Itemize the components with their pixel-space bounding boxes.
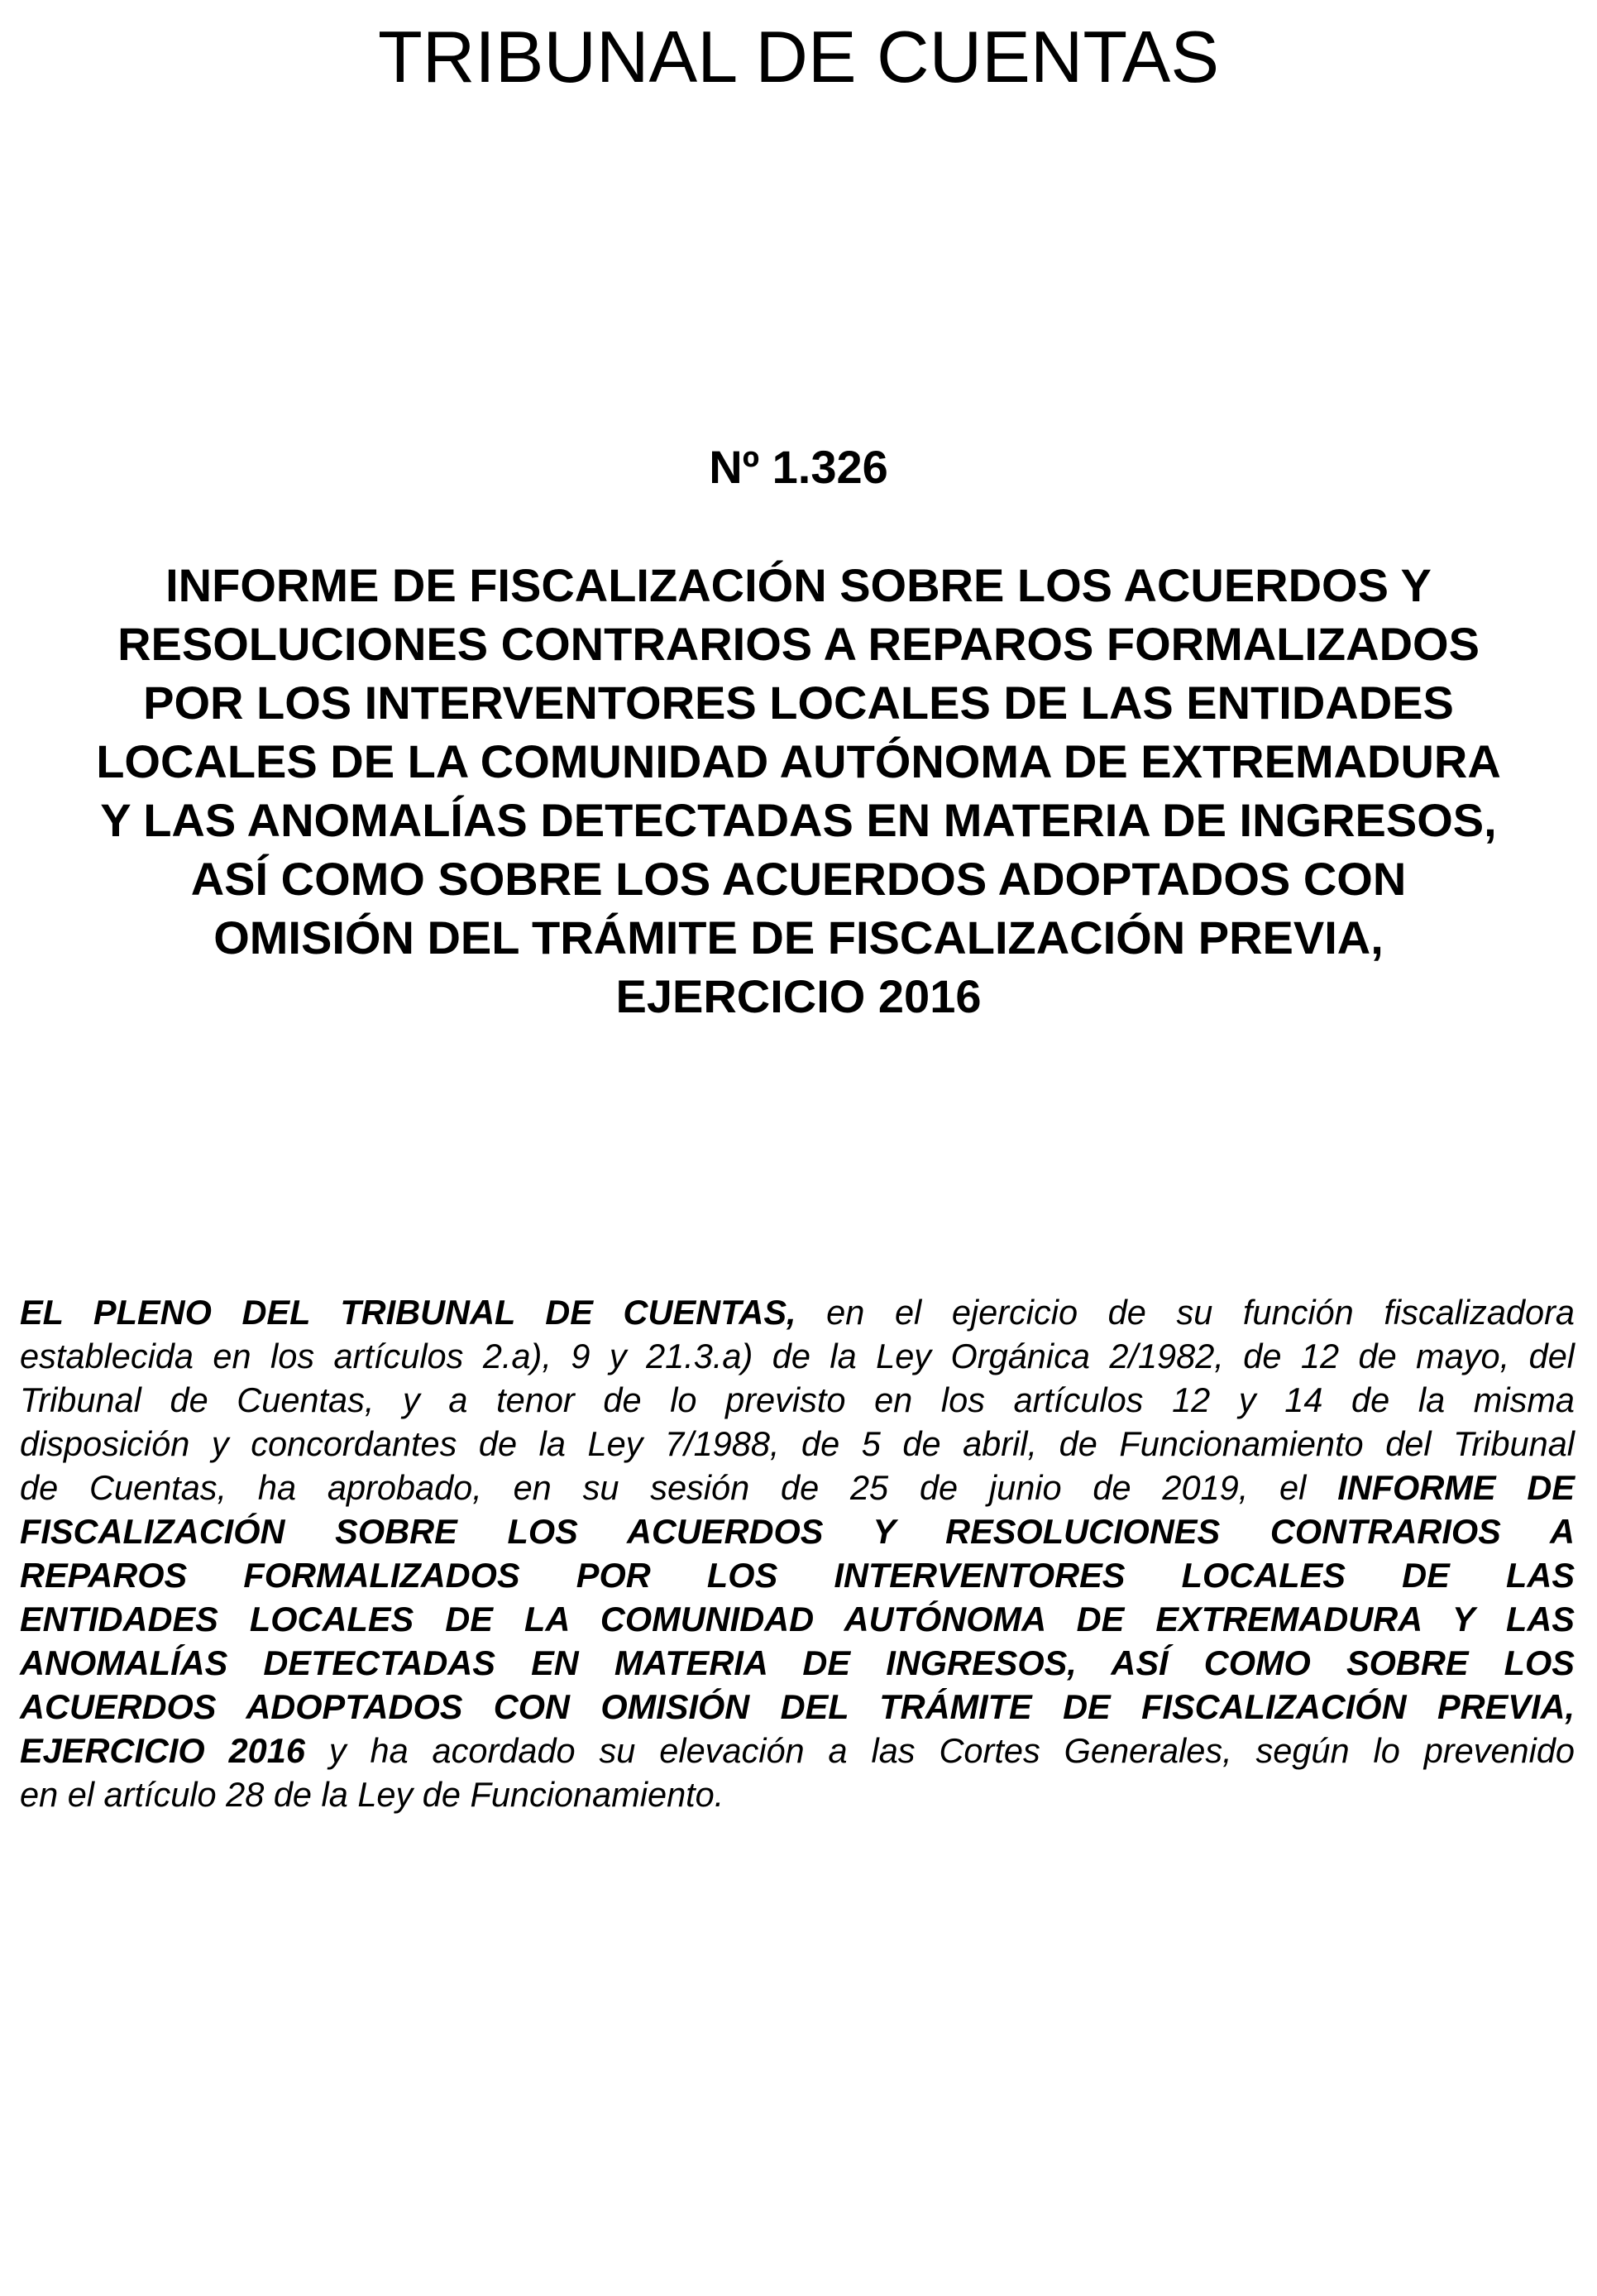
report-title-line: POR LOS INTERVENTORES LOCALES DE LAS ENTIDADES bbox=[143, 677, 1454, 729]
report-number: Nº 1.326 bbox=[709, 441, 888, 493]
plenary-name: EL PLENO DEL TRIBUNAL DE CUENTAS, bbox=[20, 1293, 796, 1332]
resolution-line: EJERCICIO 2016 y ha acordado su elevación a las Cortes Generales, según lo prevenido bbox=[20, 1731, 1575, 1770]
report-title-line: LOCALES DE LA COMUNIDAD AUTÓNOMA DE EXTREMADURA bbox=[96, 735, 1501, 787]
resolution-line: de Cuentas, ha aprobado, en su sesión de 25 de junio de 2019, el INFORME DE bbox=[20, 1468, 1575, 1507]
resolution-line: ENTIDADES LOCALES DE LA COMUNIDAD AUTÓNOMA DE EXTREMADURA Y LAS bbox=[20, 1600, 1575, 1638]
resolution-line: en el artículo 28 de la Ley de Funcionamiento. bbox=[20, 1775, 724, 1814]
resolution-line: ANOMALÍAS DETECTADAS EN MATERIA DE INGRESOS, ASÍ COMO SOBRE LOS bbox=[20, 1643, 1575, 1682]
report-title-line: ASÍ COMO SOBRE LOS ACUERDOS ADOPTADOS CON bbox=[190, 853, 1407, 905]
report-title-line: OMISIÓN DEL TRÁMITE DE FISCALIZACIÓN PREVIA, bbox=[213, 911, 1384, 964]
resolution-line: Tribunal de Cuentas, y a tenor de lo previsto en los artículos 12 y 14 de la misma bbox=[20, 1380, 1575, 1419]
resolution-paragraph bbox=[20, 1290, 1575, 1816]
report-title-line: INFORME DE FISCALIZACIÓN SOBRE LOS ACUERDOS Y bbox=[165, 559, 1432, 611]
report-title-line: RESOLUCIONES CONTRARIOS A REPAROS FORMALIZADOS bbox=[117, 618, 1480, 670]
report-title-line: Y LAS ANOMALÍAS DETECTADAS EN MATERIA DE INGRESOS, bbox=[100, 794, 1497, 846]
report-title-line: EJERCICIO 2016 bbox=[615, 970, 982, 1022]
resolution-line: EL PLENO DEL TRIBUNAL DE CUENTAS, en el ejercicio de su función fiscalizadora bbox=[20, 1293, 1575, 1332]
resolution-line: ACUERDOS ADOPTADOS CON OMISIÓN DEL TRÁMITE DE FISCALIZACIÓN PREVIA, bbox=[20, 1687, 1575, 1726]
organization-title: TRIBUNAL DE CUENTAS bbox=[377, 16, 1220, 98]
report-title bbox=[0, 556, 1597, 1026]
resolution-line: establecida en los artículos 2.a), 9 y 21.3.a) de la Ley Orgánica 2/1982, de 12 de mayo, del bbox=[20, 1337, 1575, 1375]
resolution-line: REPAROS FORMALIZADOS POR LOS INTERVENTORES LOCALES DE LAS bbox=[20, 1556, 1575, 1595]
resolution-line: disposición y concordantes de la Ley 7/1988, de 5 de abril, de Funcionamiento del Tribunal bbox=[20, 1424, 1575, 1463]
resolution-line: FISCALIZACIÓN SOBRE LOS ACUERDOS Y RESOLUCIONES CONTRARIOS A bbox=[20, 1512, 1575, 1551]
